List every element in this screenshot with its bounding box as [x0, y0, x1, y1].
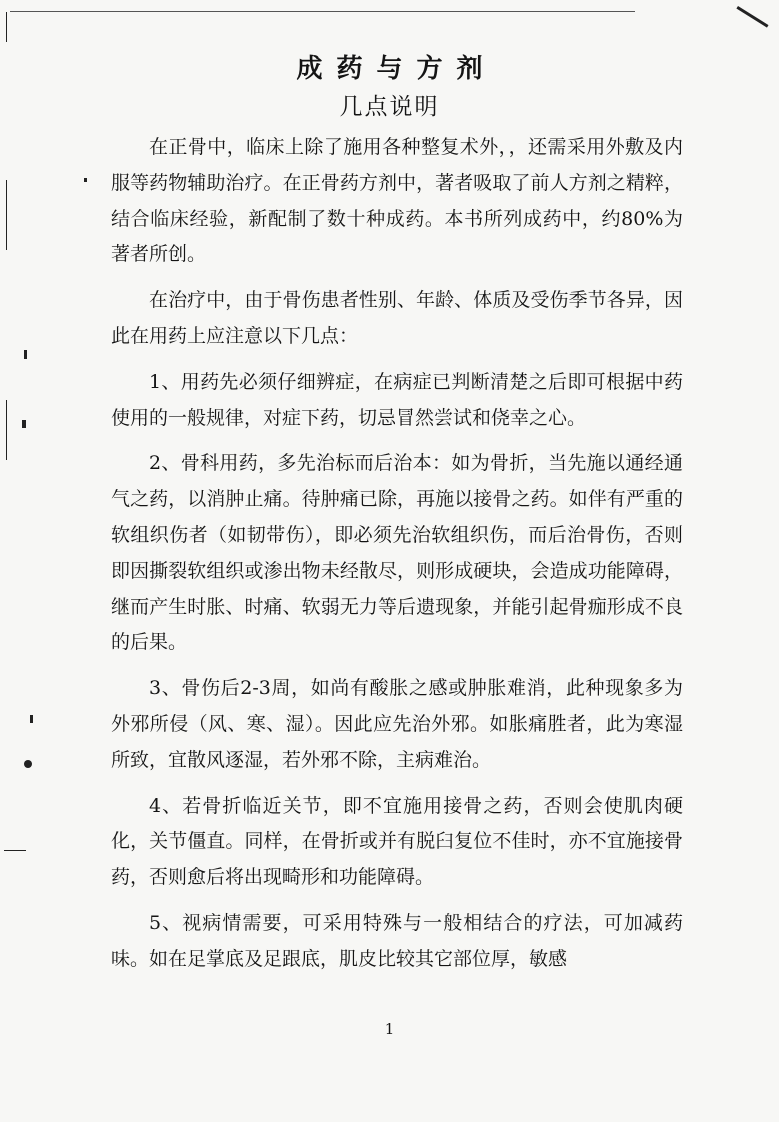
scan-corner-mark — [736, 6, 768, 28]
scan-dot — [22, 420, 26, 428]
scan-top-line — [10, 11, 635, 12]
paragraph: 1、用药先必须仔细辨症，在病症已判断清楚之后即可根据中药使用的一般规律，对症下药，切忌冒然尝试和侥幸之心。 — [111, 370, 683, 429]
paragraph: 在治疗中，由于骨伤患者性别、年龄、体质及受伤季节各异，因此在用药上应注意以下几点： — [111, 289, 683, 347]
scan-dot — [30, 715, 33, 723]
document-title: 成药与方剂 — [296, 54, 497, 84]
scan-dot — [24, 350, 27, 359]
paragraph: 3、骨伤后2-3周，如尚有酸胀之感或肿胀难消，此种现象多为外邪所侵（风、寒、湿）。因此应先治外邪。如胀痛胜者，此为寒湿所致，宜散风逐湿，若外邪不除，主病难治。 — [111, 677, 683, 771]
page-number: 1 — [384, 1020, 395, 1038]
paragraph: 2、骨科用药，多先治标而后治本：如为骨折，当先施以通经通气之药，以消肿止痛。待肿痛已除，再施以接骨之药。如伴有严重的软组织伤者（如韧带伤），即必须先治软组织伤，而后治骨伤，否则即因撕裂软组织或渗出物未经散尽，则形成硬块，会造成功能障碍，继而产生时胀、时痛、软弱无力等后遗现象，并能引起骨痂形成不良的后果。 — [111, 452, 683, 654]
body-text — [111, 130, 683, 988]
paragraph: 4、若骨折临近关节，即不宜施用接骨之药，否则会使肌肉硬化，关节僵直。同样，在骨折或并有脱臼复位不佳时，亦不宜施接骨药，否则愈后将出现畸形和功能障碍。 — [111, 794, 683, 889]
paragraph: 在正骨中，临床上除了施用各种整复术外，，还需采用外敷及内服等药物辅助治疗。在正骨药方剂中，著者吸取了前人方剂之精粹，结合临床经验，新配制了数十种成药。本书所列成药中，约80%为著者所创。 — [111, 136, 683, 266]
scan-edge-line — [6, 400, 7, 460]
scan-edge-line — [4, 850, 26, 851]
scan-dot — [24, 760, 32, 768]
paragraph: 5、视病情需要，可采用特殊与一般相结合的疗法，可加减药味。如在足掌底及足跟底，肌皮比较其它部位厚，敏感 — [111, 911, 683, 970]
scan-edge-line — [6, 180, 7, 250]
scan-edge-line — [6, 12, 7, 42]
document-subtitle: 几点说明 — [339, 94, 440, 120]
scan-dot — [84, 178, 87, 182]
